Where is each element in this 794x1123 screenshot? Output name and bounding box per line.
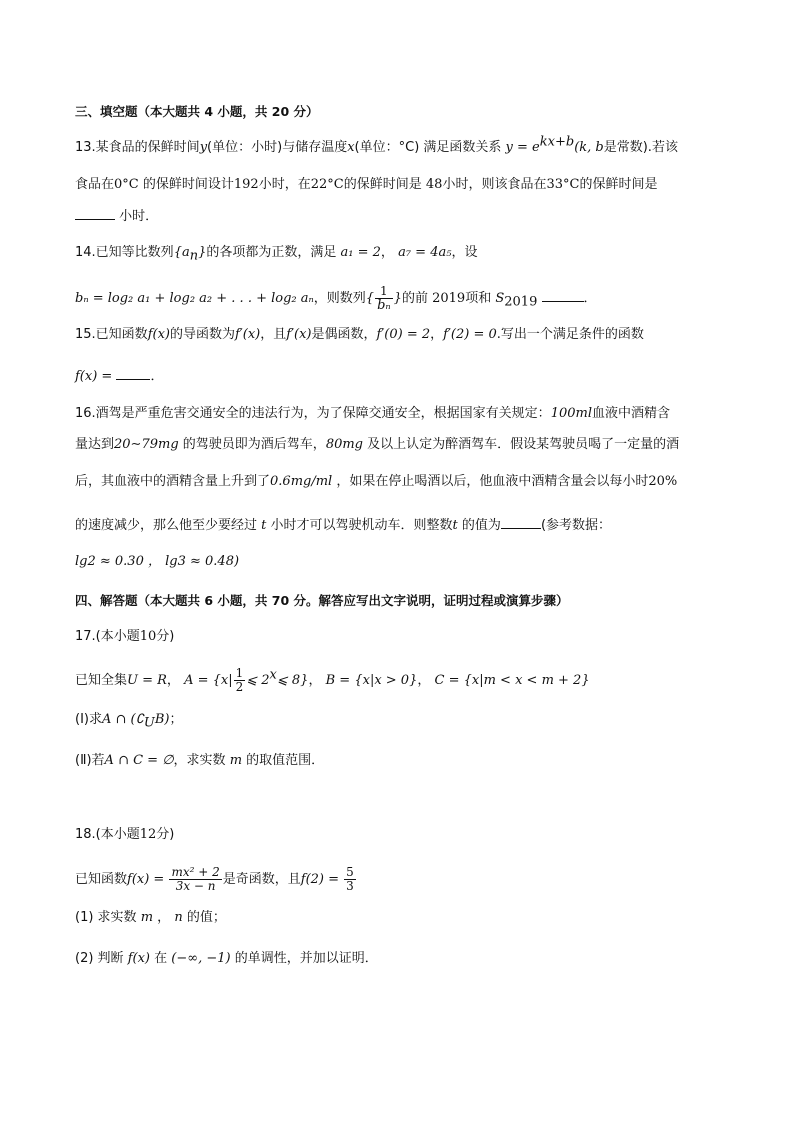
- q13-line1: 13.某食品的保鲜时间y(单位：小时)与储存温度x(单位：°C) 满足函数关系 $y = e^{kx+b}(k$, b是常数).若该: [75, 134, 678, 155]
- q17-title: 17.(本小题10分): [75, 629, 175, 644]
- q16-line4: 的速度减少，那么他至少要经过 t 小时才可以驾驶机动车．则整数t 的值为 (参考数据：: [75, 518, 612, 533]
- q17-line1: 已知全集U = R， A = {x| $\frac{1}{2}$ ⩽ 2$^x$⩽ 8}， B = {x|x > 0}， C = {x|m < x < m + 2}: [75, 666, 590, 694]
- q18-part1: (1) 求实数 m ， n 的值；: [75, 910, 226, 925]
- q18-part2: (2) 判断 f(x) 在 (−∞, −1) 的单调性，并加以证明．: [75, 951, 378, 966]
- q15-line2: f(x) = ．: [75, 369, 164, 384]
- q13-line3: 小时．: [75, 207, 722, 226]
- q17-part2: (Ⅱ)若A ∩ C = ∅，求实数 m 的取值范围．: [75, 753, 325, 768]
- q14-line1: 14.已知等比数列$\{a_n\}$的各项都为正数，满足 a₁ = 2， a₇ = 4a₅，设: [75, 245, 478, 264]
- q16-line3: 后，其血液中的酒精含量上升到了0.6mg/ml ，如果在停止喝酒以后，他血液中酒精含量会以每小时20%: [75, 474, 678, 489]
- q13-line2: 食品在0°C 的保鲜时间设计192小时，在22°C的保鲜时间是 48小时，则该食品在33°C的保鲜时间是: [75, 177, 658, 192]
- q18-line1: 已知函数f(x) = $\frac{\text{mx² + 2}}{3x - n}$ 是奇函数，且f(2) = $\frac{5}{3}$: [75, 865, 354, 893]
- q16-line2: 量达到20∼79mg 的驾驶员即为酒后驾车，80mg 及以上认定为醉酒驾车．假设某驾驶员喝了一定量的酒: [75, 437, 680, 452]
- section4-heading: 四、解答题（本大题共 6 小题，共 70 分。解答应写出文字说明，证明过程或演算步骤）: [75, 593, 569, 608]
- q14-answer-blank[interactable]: [542, 289, 584, 302]
- q14-fraction: $\frac{1}{\text{bₙ}}$: [377, 284, 391, 313]
- q15-answer-blank[interactable]: [116, 367, 150, 380]
- q16-line1: 16.酒驾是严重危害交通安全的违法行为，为了保障交通安全，根据国家有关规定：100ml血液中酒精含: [75, 406, 671, 421]
- q17-fraction: $\frac{1}{2}$: [235, 666, 244, 694]
- q14-line2: bₙ = log₂ a₁ + log₂ a₂ + . . . + log₂ aₙ，则数列{ $\frac{1}{\text{bₙ}}$ }的前 2019项和 $S_{2019}$ ．: [75, 284, 597, 313]
- q18-title: 18.(本小题12分): [75, 827, 175, 842]
- q16-line5: lg2 ≈ 0.30 ， lg3 ≈ 0.48): [75, 554, 240, 569]
- q15-line1: 15.已知函数f(x)的导函数为f′(x)，且f′(x)是偶函数，f′(0) = 2，f′(2) = 0.写出一个满足条件的函数: [75, 327, 644, 342]
- section3-heading: 三、填空题（本大题共 4 小题，共 20 分）: [75, 104, 319, 119]
- q13-answer-blank[interactable]: [75, 207, 115, 220]
- q18-f2-fraction: $\frac{5}{3}$: [346, 865, 354, 893]
- q16-answer-blank[interactable]: [501, 516, 541, 529]
- q17-part1: (Ⅰ)求A ∩ $(∁_UB)$；: [75, 712, 183, 731]
- q18-fraction: $\frac{\text{mx² + 2}}{3x - n}$: [171, 865, 220, 893]
